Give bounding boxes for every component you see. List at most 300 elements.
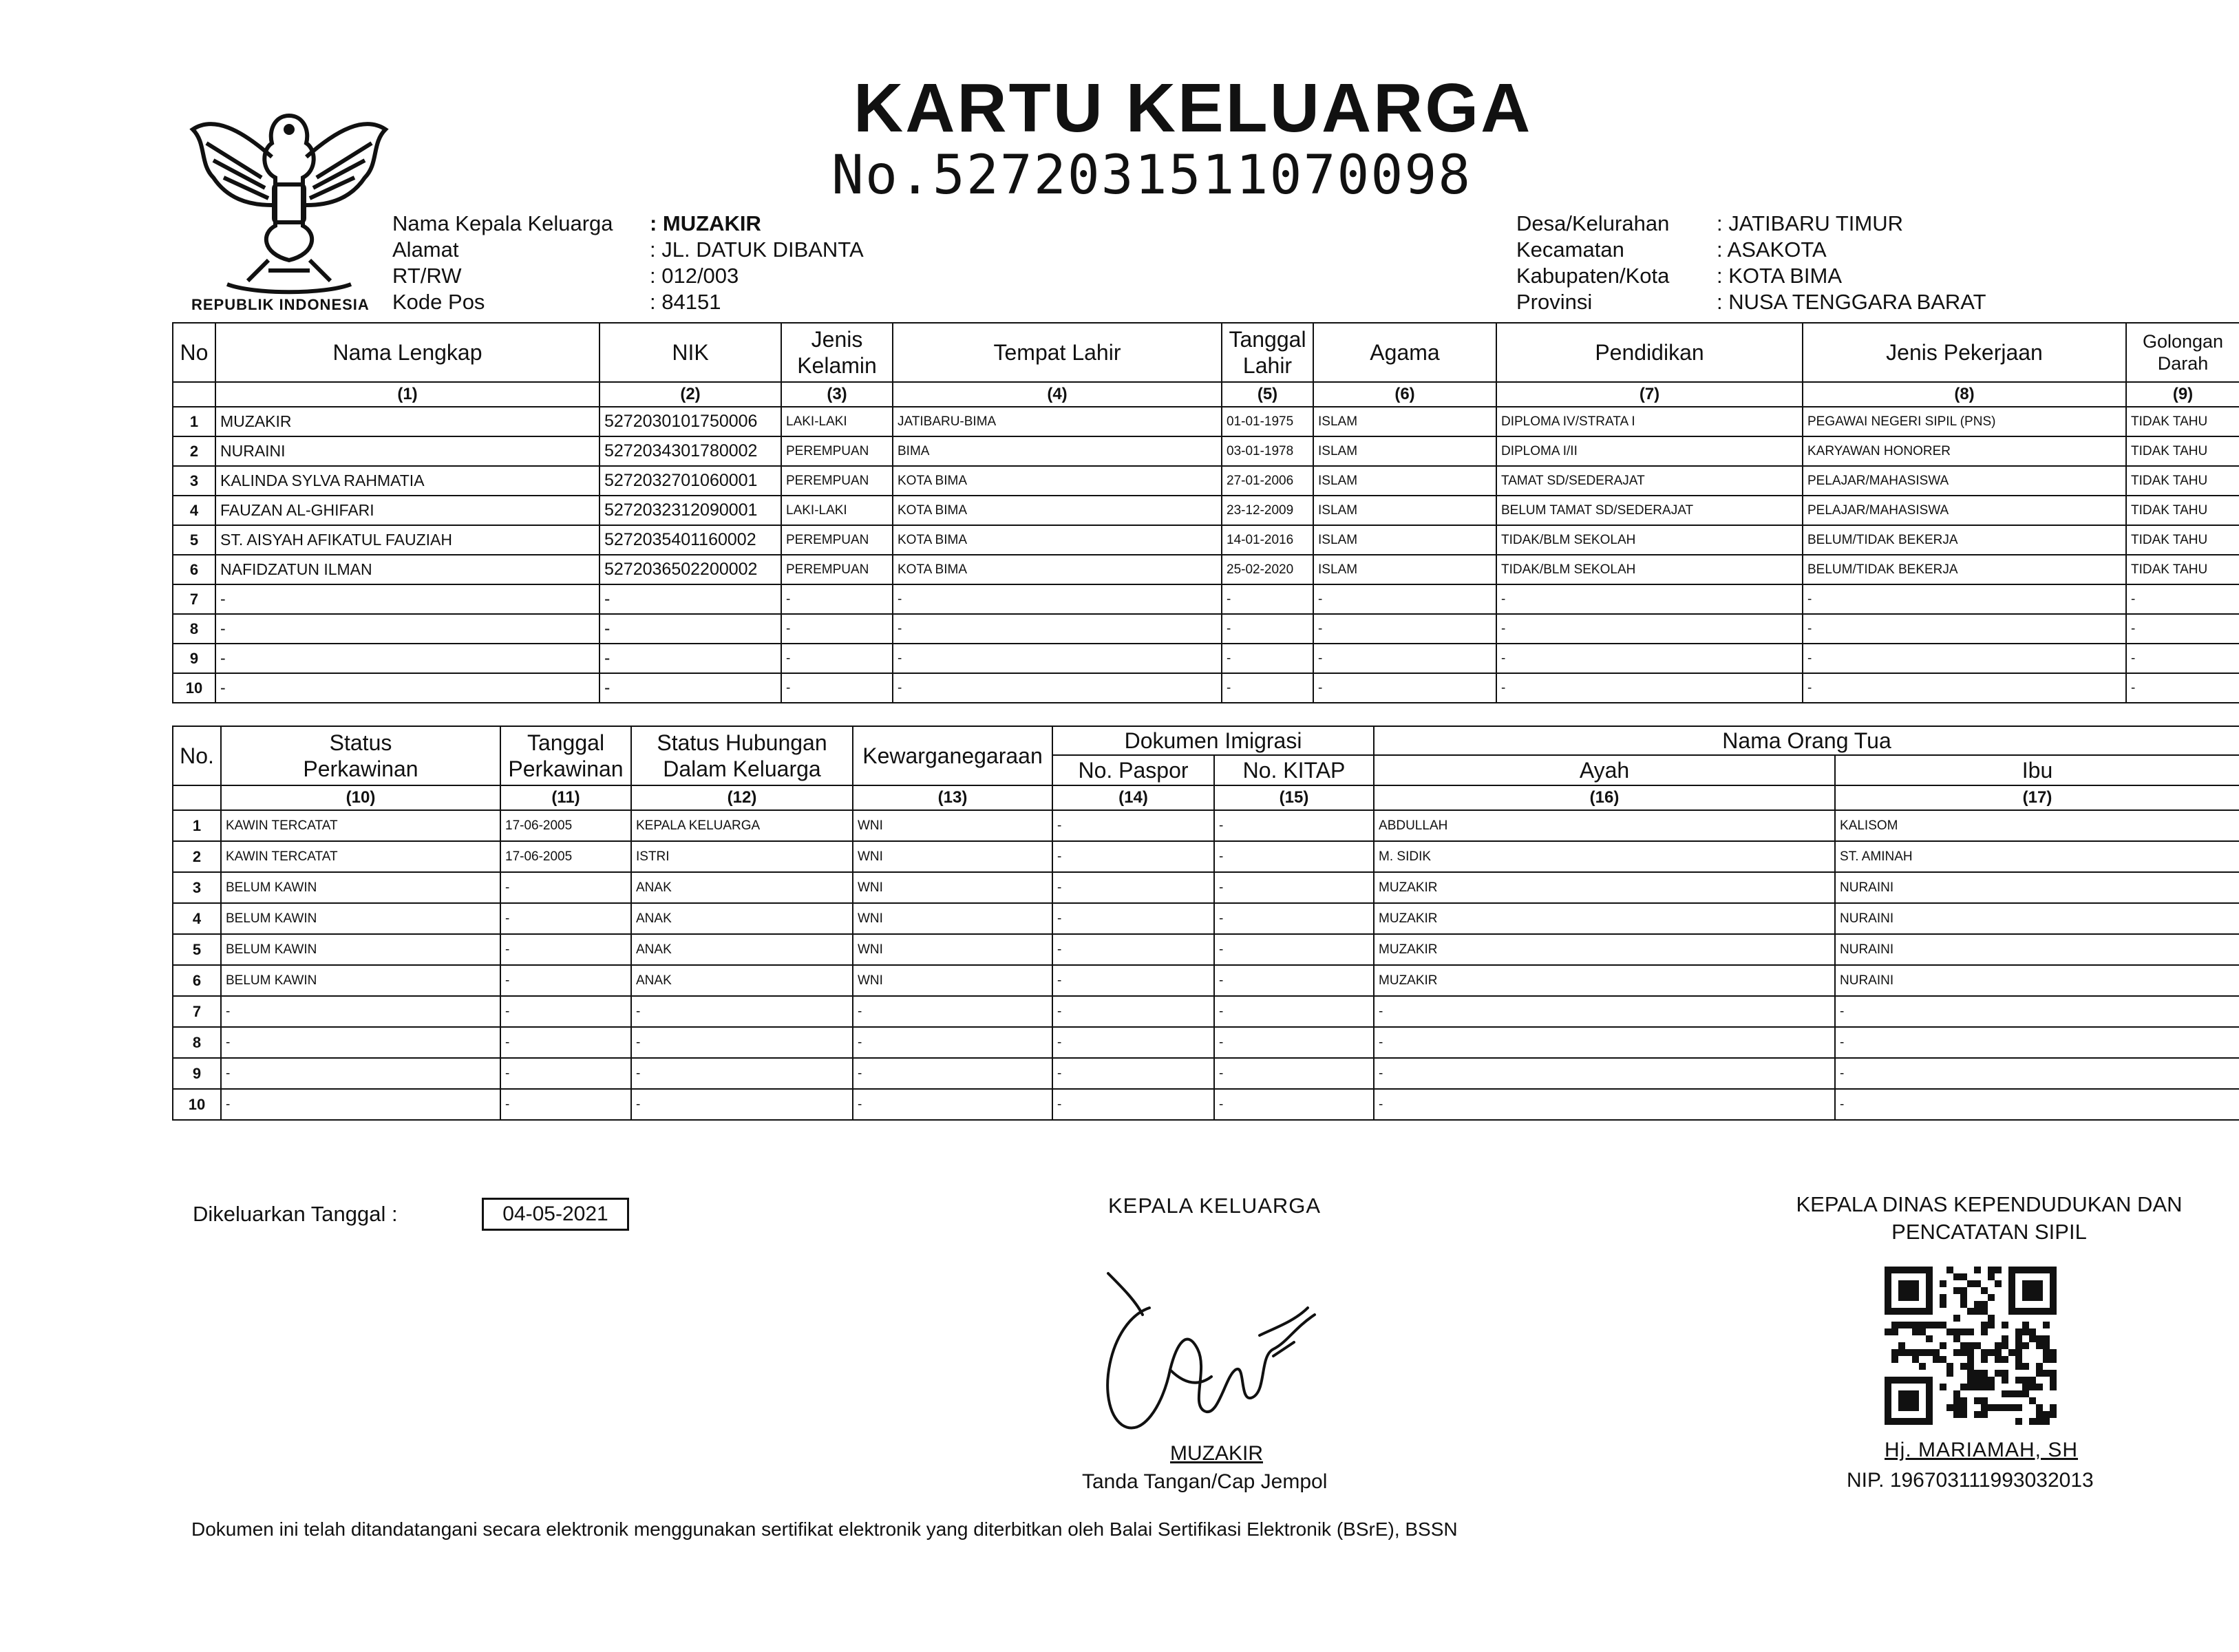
cell-tempat-lahir: KOTA BIMA: [893, 555, 1222, 584]
label-provinsi: Provinsi: [1516, 290, 1593, 314]
th-no: No.: [173, 726, 221, 785]
cell-agama: ISLAM: [1313, 436, 1496, 466]
cell-tanggal-perkawinan: -: [500, 1089, 631, 1120]
colnum-empty: [173, 785, 221, 810]
cell-status-perkawinan: BELUM KAWIN: [221, 872, 500, 903]
cell-kewarganegaraan: WNI: [853, 903, 1052, 934]
th-agama: Agama: [1313, 323, 1496, 382]
cell-nik: -: [599, 673, 781, 703]
value-desa: : JATIBARU TIMUR: [1717, 211, 1903, 235]
cell-jenis-kelamin: PEREMPUAN: [781, 466, 893, 496]
table-row: [173, 466, 2239, 496]
cell-pekerjaan: BELUM/TIDAK BEKERJA: [1803, 525, 2126, 555]
table-row: [173, 1089, 2239, 1120]
cell-ibu: NURAINI: [1835, 934, 2239, 965]
th-kewarganegaraan: Kewarganegaraan: [853, 726, 1052, 785]
signature-icon: [1067, 1267, 1342, 1446]
cell-no-kitap: -: [1214, 1058, 1374, 1089]
colnum-cell: (13): [853, 785, 1052, 810]
cell-pekerjaan: BELUM/TIDAK BEKERJA: [1803, 555, 2126, 584]
th-no-paspor: No. Paspor: [1052, 755, 1214, 785]
dinas-title-line2: PENCATATAN SIPIL: [1891, 1220, 2087, 1244]
table-row: [173, 525, 2239, 555]
colnum-cell: (7): [1496, 382, 1803, 407]
cell-golongan-darah: TIDAK TAHU: [2126, 555, 2239, 584]
cell-kewarganegaraan: -: [853, 996, 1052, 1027]
cell-pekerjaan: PELAJAR/MAHASISWA: [1803, 466, 2126, 496]
label-desa: Desa/Kelurahan: [1516, 211, 1670, 235]
cell-tempat-lahir: -: [893, 673, 1222, 703]
th-pendidikan: Pendidikan: [1496, 323, 1803, 382]
cell-tempat-lahir: -: [893, 614, 1222, 644]
cell-no-paspor: -: [1052, 1027, 1214, 1058]
cell-pekerjaan: -: [1803, 673, 2126, 703]
label-kabupaten: Kabupaten/Kota: [1516, 264, 1670, 288]
marital-parents-table: [172, 726, 2239, 1121]
cell-tanggal-lahir: -: [1222, 644, 1313, 673]
cell-status-perkawinan: BELUM KAWIN: [221, 934, 500, 965]
cell-kewarganegaraan: -: [853, 1027, 1052, 1058]
cell-pekerjaan: -: [1803, 614, 2126, 644]
table-row: [173, 407, 2239, 436]
cell-nik: -: [599, 584, 781, 614]
cell-tanggal-perkawinan: -: [500, 872, 631, 903]
colnum-cell: (9): [2126, 382, 2239, 407]
cell-kewarganegaraan: WNI: [853, 810, 1052, 841]
table2-header-row-1: [173, 726, 2239, 755]
cell-ayah: MUZAKIR: [1374, 903, 1835, 934]
th-jenis-kelamin: [781, 323, 893, 382]
cell-jenis-kelamin: PEREMPUAN: [781, 555, 893, 584]
cell-golongan-darah: TIDAK TAHU: [2126, 466, 2239, 496]
cell-no: 10: [173, 673, 215, 703]
issued-date-label: Dikeluarkan Tanggal :: [193, 1202, 398, 1226]
cell-status-hubungan: ANAK: [631, 903, 853, 934]
table-row: [173, 673, 2239, 703]
cell-ibu: NURAINI: [1835, 903, 2239, 934]
cell-tanggal-lahir: -: [1222, 584, 1313, 614]
cell-status-perkawinan: KAWIN TERCATAT: [221, 841, 500, 872]
cell-status-hubungan: ANAK: [631, 934, 853, 965]
value-kabupaten: : KOTA BIMA: [1717, 264, 1843, 288]
cell-ibu: -: [1835, 1058, 2239, 1089]
cell-tanggal-lahir: 01-01-1975: [1222, 407, 1313, 436]
cell-agama: ISLAM: [1313, 496, 1496, 525]
table-row: [173, 996, 2239, 1027]
cell-ayah: ABDULLAH: [1374, 810, 1835, 841]
cell-ibu: -: [1835, 996, 2239, 1027]
cell-golongan-darah: -: [2126, 614, 2239, 644]
cell-tanggal-perkawinan: -: [500, 1027, 631, 1058]
cell-ayah: -: [1374, 1089, 1835, 1120]
cell-nama: FAUZAN AL-GHIFARI: [215, 496, 599, 525]
cell-tanggal-lahir: 03-01-1978: [1222, 436, 1313, 466]
cell-agama: -: [1313, 644, 1496, 673]
document-title: KARTU KELUARGA: [853, 70, 1533, 147]
cell-pendidikan: -: [1496, 584, 1803, 614]
th-tanggal-perkawinan: [500, 726, 631, 785]
cell-pendidikan: BELUM TAMAT SD/SEDERAJAT: [1496, 496, 1803, 525]
table-row: [173, 1058, 2239, 1089]
cell-jenis-kelamin: LAKI-LAKI: [781, 496, 893, 525]
colnum-cell: (17): [1835, 785, 2239, 810]
table1-header-row: [173, 323, 2239, 382]
table-row: [173, 934, 2239, 965]
cell-kewarganegaraan: -: [853, 1058, 1052, 1089]
cell-jenis-kelamin: PEREMPUAN: [781, 436, 893, 466]
cell-pendidikan: TIDAK/BLM SEKOLAH: [1496, 525, 1803, 555]
dinas-title: [1748, 1191, 2230, 1246]
cell-ibu: ST. AMINAH: [1835, 841, 2239, 872]
header-right-values: [1717, 211, 1986, 315]
cell-status-hubungan: ANAK: [631, 965, 853, 996]
colnum-cell: (15): [1214, 785, 1374, 810]
cell-tanggal-perkawinan: -: [500, 1058, 631, 1089]
cell-ayah: MUZAKIR: [1374, 872, 1835, 903]
cell-ibu: KALISOM: [1835, 810, 2239, 841]
cell-pendidikan: -: [1496, 644, 1803, 673]
cell-no-kitap: -: [1214, 965, 1374, 996]
header-left-labels: [392, 211, 613, 315]
cell-no-paspor: -: [1052, 934, 1214, 965]
cell-agama: -: [1313, 584, 1496, 614]
th-tgl-line2: Perkawinan: [508, 756, 624, 781]
cell-nama: -: [215, 644, 599, 673]
cell-nama: -: [215, 673, 599, 703]
cell-tempat-lahir: KOTA BIMA: [893, 496, 1222, 525]
cell-status-perkawinan: KAWIN TERCATAT: [221, 810, 500, 841]
cell-no: 8: [173, 1027, 221, 1058]
cell-no-paspor: -: [1052, 903, 1214, 934]
cell-pendidikan: -: [1496, 614, 1803, 644]
cell-tempat-lahir: KOTA BIMA: [893, 466, 1222, 496]
cell-no: 9: [173, 644, 215, 673]
cell-nik: 5272032312090001: [599, 496, 781, 525]
th-hub-line1: Status Hubungan: [657, 730, 827, 755]
cell-nama: -: [215, 584, 599, 614]
cell-no-kitap: -: [1214, 810, 1374, 841]
cell-no: 6: [173, 965, 221, 996]
cell-pendidikan: DIPLOMA IV/STRATA I: [1496, 407, 1803, 436]
cell-agama: ISLAM: [1313, 555, 1496, 584]
th-nama-lengkap: Nama Lengkap: [215, 323, 599, 382]
th-tempat-lahir: Tempat Lahir: [893, 323, 1222, 382]
cell-no-kitap: -: [1214, 934, 1374, 965]
cell-status-perkawinan: -: [221, 1089, 500, 1120]
value-kode-pos: : 84151: [650, 290, 721, 314]
cell-ayah: -: [1374, 1058, 1835, 1089]
cell-no-paspor: -: [1052, 996, 1214, 1027]
cell-no-paspor: -: [1052, 841, 1214, 872]
cell-no: 6: [173, 555, 215, 584]
kepala-keluarga-name: MUZAKIR: [1170, 1442, 1263, 1465]
cell-status-perkawinan: -: [221, 1058, 500, 1089]
cell-ayah: MUZAKIR: [1374, 965, 1835, 996]
cell-tanggal-perkawinan: -: [500, 965, 631, 996]
cell-status-hubungan: -: [631, 996, 853, 1027]
officer-nip: NIP. 196703111993032013: [1847, 1469, 2094, 1492]
cell-pekerjaan: -: [1803, 644, 2126, 673]
table2-column-numbers: [173, 785, 2239, 810]
cell-tempat-lahir: BIMA: [893, 436, 1222, 466]
cell-status-perkawinan: BELUM KAWIN: [221, 903, 500, 934]
cell-tempat-lahir: JATIBARU-BIMA: [893, 407, 1222, 436]
cell-ibu: NURAINI: [1835, 965, 2239, 996]
cell-tanggal-perkawinan: 17-06-2005: [500, 810, 631, 841]
cell-tanggal-lahir: -: [1222, 673, 1313, 703]
cell-jenis-kelamin: -: [781, 644, 893, 673]
cell-kewarganegaraan: -: [853, 1089, 1052, 1120]
colnum-cell: (6): [1313, 382, 1496, 407]
th-dokumen-imigrasi: Dokumen Imigrasi: [1052, 726, 1374, 755]
cell-nik: -: [599, 644, 781, 673]
cell-kewarganegaraan: WNI: [853, 872, 1052, 903]
cell-pendidikan: TAMAT SD/SEDERAJAT: [1496, 466, 1803, 496]
cell-no-kitap: -: [1214, 872, 1374, 903]
signature-caption: Tanda Tangan/Cap Jempol: [1082, 1470, 1328, 1493]
cell-tanggal-lahir: 25-02-2020: [1222, 555, 1313, 584]
cell-nik: 5272036502200002: [599, 555, 781, 584]
cell-nama: ST. AISYAH AFIKATUL FAUZIAH: [215, 525, 599, 555]
value-alamat: : JL. DATUK DIBANTA: [650, 237, 864, 262]
cell-no-kitap: -: [1214, 1089, 1374, 1120]
cell-ibu: NURAINI: [1835, 872, 2239, 903]
cell-status-perkawinan: -: [221, 996, 500, 1027]
cell-no-kitap: -: [1214, 996, 1374, 1027]
cell-no: 5: [173, 525, 215, 555]
cell-jenis-kelamin: PEREMPUAN: [781, 525, 893, 555]
cell-tempat-lahir: -: [893, 644, 1222, 673]
value-kepala-keluarga: : MUZAKIR: [650, 211, 761, 235]
table-row: [173, 872, 2239, 903]
cell-no: 8: [173, 614, 215, 644]
th-tanggal-lahir: [1222, 323, 1313, 382]
th-nik: NIK: [599, 323, 781, 382]
cell-no: 9: [173, 1058, 221, 1089]
cell-tanggal-perkawinan: -: [500, 903, 631, 934]
cell-no: 10: [173, 1089, 221, 1120]
cell-no: 4: [173, 496, 215, 525]
cell-nik: 5272034301780002: [599, 436, 781, 466]
cell-ayah: M. SIDIK: [1374, 841, 1835, 872]
cell-agama: ISLAM: [1313, 407, 1496, 436]
cell-no-paspor: -: [1052, 1089, 1214, 1120]
cell-nama: NURAINI: [215, 436, 599, 466]
cell-agama: ISLAM: [1313, 466, 1496, 496]
table-row: [173, 1027, 2239, 1058]
cell-no-paspor: -: [1052, 810, 1214, 841]
cell-jenis-kelamin: LAKI-LAKI: [781, 407, 893, 436]
cell-nik: 5272032701060001: [599, 466, 781, 496]
th-jenis-pekerjaan: Jenis Pekerjaan: [1803, 323, 2126, 382]
cell-golongan-darah: -: [2126, 584, 2239, 614]
cell-tempat-lahir: -: [893, 584, 1222, 614]
cell-no: 7: [173, 584, 215, 614]
value-kecamatan: : ASAKOTA: [1717, 237, 1827, 262]
label-rt-rw: RT/RW: [392, 264, 462, 288]
cell-no: 2: [173, 436, 215, 466]
colnum-cell: (11): [500, 785, 631, 810]
cell-nik: -: [599, 614, 781, 644]
label-alamat: Alamat: [392, 237, 459, 262]
cell-ayah: -: [1374, 996, 1835, 1027]
cell-status-hubungan: -: [631, 1027, 853, 1058]
emblem-caption: REPUBLIK INDONESIA: [191, 296, 370, 313]
cell-no-paspor: -: [1052, 872, 1214, 903]
table-row: [173, 903, 2239, 934]
th-tgl-line1: Tanggal: [527, 730, 605, 755]
cell-pekerjaan: KARYAWAN HONORER: [1803, 436, 2126, 466]
table-row: [173, 436, 2239, 466]
qr-code-icon: [1885, 1267, 2057, 1425]
cell-pendidikan: TIDAK/BLM SEKOLAH: [1496, 555, 1803, 584]
cell-golongan-darah: TIDAK TAHU: [2126, 436, 2239, 466]
cell-pendidikan: DIPLOMA I/II: [1496, 436, 1803, 466]
th-nama-orang-tua: Nama Orang Tua: [1374, 726, 2239, 755]
cell-kewarganegaraan: WNI: [853, 841, 1052, 872]
th-tanggal-lahir-line1: Tanggal: [1229, 327, 1306, 352]
cell-jenis-kelamin: -: [781, 584, 893, 614]
table-row: [173, 614, 2239, 644]
cell-status-hubungan: KEPALA KELUARGA: [631, 810, 853, 841]
cell-no: 5: [173, 934, 221, 965]
family-members-table: [172, 322, 2239, 703]
cell-no: 1: [173, 407, 215, 436]
header-right-labels: [1516, 211, 1669, 315]
th-status-perkawinan: [221, 726, 500, 785]
cell-no-paspor: -: [1052, 965, 1214, 996]
colnum-cell: (3): [781, 382, 893, 407]
colnum-empty: [173, 382, 215, 407]
cell-tanggal-lahir: 23-12-2009: [1222, 496, 1313, 525]
colnum-cell: (1): [215, 382, 599, 407]
th-status-hubungan: [631, 726, 853, 785]
cell-pekerjaan: PELAJAR/MAHASISWA: [1803, 496, 2126, 525]
cell-nik: 5272035401160002: [599, 525, 781, 555]
colnum-cell: (2): [599, 382, 781, 407]
cell-nik: 5272030101750006: [599, 407, 781, 436]
cell-ibu: -: [1835, 1089, 2239, 1120]
cell-golongan-darah: -: [2126, 673, 2239, 703]
cell-nama: NAFIDZATUN ILMAN: [215, 555, 599, 584]
cell-pekerjaan: -: [1803, 584, 2126, 614]
colnum-cell: (4): [893, 382, 1222, 407]
cell-no: 2: [173, 841, 221, 872]
th-golongan-darah-line2: Darah: [2157, 353, 2209, 374]
cell-kewarganegaraan: WNI: [853, 934, 1052, 965]
cell-jenis-kelamin: -: [781, 673, 893, 703]
th-ibu: Ibu: [1835, 755, 2239, 785]
table-row: [173, 555, 2239, 584]
table-row: [173, 810, 2239, 841]
cell-nama: -: [215, 614, 599, 644]
colnum-cell: (8): [1803, 382, 2126, 407]
value-rt-rw: : 012/003: [650, 264, 739, 288]
th-jenis-kelamin-line2: Kelamin: [797, 353, 877, 378]
cell-ibu: -: [1835, 1027, 2239, 1058]
cell-tanggal-lahir: 14-01-2016: [1222, 525, 1313, 555]
cell-golongan-darah: -: [2126, 644, 2239, 673]
table-row: [173, 644, 2239, 673]
cell-status-hubungan: ISTRI: [631, 841, 853, 872]
cell-no: 3: [173, 466, 215, 496]
th-no: No: [173, 323, 215, 382]
cell-tanggal-lahir: -: [1222, 614, 1313, 644]
cell-no-paspor: -: [1052, 1058, 1214, 1089]
electronic-signature-note: Dokumen ini telah ditandatangani secara elektronik menggunakan sertifikat elektronik yang diterbitkan oleh Balai Sertifikasi Elektronik (BSrE), BSSN: [191, 1518, 1458, 1540]
officer-name: Hj. MARIAMAH, SH: [1885, 1439, 2079, 1461]
cell-status-perkawinan: BELUM KAWIN: [221, 965, 500, 996]
colnum-cell: (5): [1222, 382, 1313, 407]
table-row: [173, 496, 2239, 525]
dinas-title-line1: KEPALA DINAS KEPENDUDUKAN DAN: [1796, 1192, 2183, 1216]
th-status-line1: Status: [329, 730, 392, 755]
cell-no: 3: [173, 872, 221, 903]
table-row: [173, 965, 2239, 996]
th-ayah: Ayah: [1374, 755, 1835, 785]
cell-tanggal-perkawinan: 17-06-2005: [500, 841, 631, 872]
cell-status-hubungan: -: [631, 1089, 853, 1120]
label-kode-pos: Kode Pos: [392, 290, 485, 314]
cell-status-perkawinan: -: [221, 1027, 500, 1058]
th-hub-line2: Dalam Keluarga: [663, 756, 821, 781]
cell-kewarganegaraan: WNI: [853, 965, 1052, 996]
cell-tanggal-perkawinan: -: [500, 996, 631, 1027]
cell-status-hubungan: -: [631, 1058, 853, 1089]
cell-ayah: MUZAKIR: [1374, 934, 1835, 965]
cell-no: 4: [173, 903, 221, 934]
cell-tanggal-perkawinan: -: [500, 934, 631, 965]
th-status-line2: Perkawinan: [303, 756, 418, 781]
th-jenis-kelamin-line1: Jenis: [811, 327, 863, 352]
table-row: [173, 584, 2239, 614]
cell-pendidikan: -: [1496, 673, 1803, 703]
value-provinsi: : NUSA TENGGARA BARAT: [1717, 290, 1986, 314]
cell-golongan-darah: TIDAK TAHU: [2126, 496, 2239, 525]
issued-date-value: 04-05-2021: [482, 1198, 629, 1231]
cell-agama: ISLAM: [1313, 525, 1496, 555]
cell-golongan-darah: TIDAK TAHU: [2126, 407, 2239, 436]
cell-golongan-darah: TIDAK TAHU: [2126, 525, 2239, 555]
cell-no: 7: [173, 996, 221, 1027]
th-golongan-darah-line1: Golongan: [2142, 331, 2224, 352]
cell-no-kitap: -: [1214, 903, 1374, 934]
cell-ayah: -: [1374, 1027, 1835, 1058]
th-no-kitap: No. KITAP: [1214, 755, 1374, 785]
cell-agama: -: [1313, 614, 1496, 644]
cell-nama: KALINDA SYLVA RAHMATIA: [215, 466, 599, 496]
th-tanggal-lahir-line2: Lahir: [1242, 353, 1293, 378]
cell-no: 1: [173, 810, 221, 841]
colnum-cell: (10): [221, 785, 500, 810]
cell-no-kitap: -: [1214, 1027, 1374, 1058]
cell-status-hubungan: ANAK: [631, 872, 853, 903]
document-number: No.5272031511070098: [831, 145, 1472, 206]
table1-column-numbers: [173, 382, 2239, 407]
cell-pekerjaan: PEGAWAI NEGERI SIPIL (PNS): [1803, 407, 2126, 436]
cell-tempat-lahir: KOTA BIMA: [893, 525, 1222, 555]
header-left-values: [650, 211, 864, 315]
cell-agama: -: [1313, 673, 1496, 703]
colnum-cell: (14): [1052, 785, 1214, 810]
colnum-cell: (12): [631, 785, 853, 810]
garuda-emblem-icon: [186, 88, 392, 308]
table-row: [173, 841, 2239, 872]
th-golongan-darah: [2126, 323, 2239, 382]
cell-tanggal-lahir: 27-01-2006: [1222, 466, 1313, 496]
cell-no-kitap: -: [1214, 841, 1374, 872]
label-kecamatan: Kecamatan: [1516, 237, 1624, 262]
